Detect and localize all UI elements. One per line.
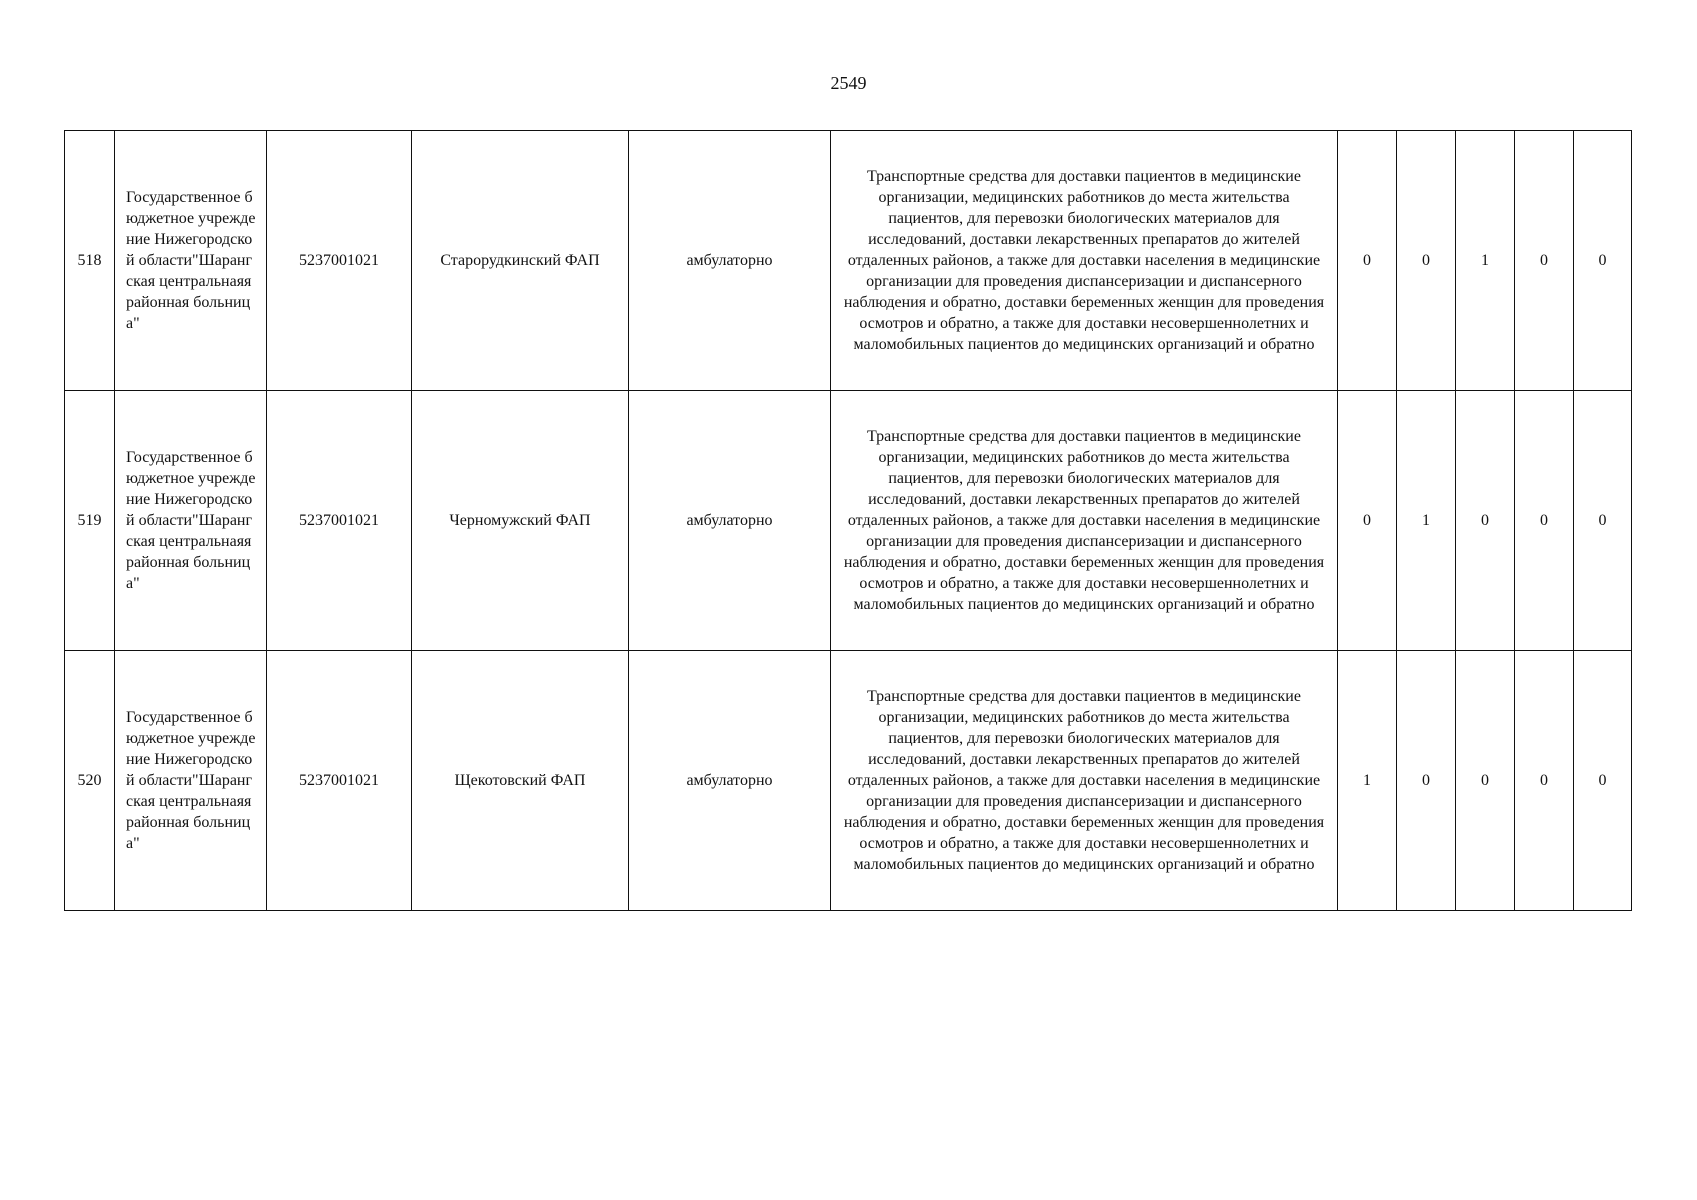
- table-row: [65, 651, 1632, 911]
- value-cell: 1: [1338, 651, 1397, 911]
- vehicle-description: Транспортные средства для доставки пациентов в медицинские организации, медицинских работников до места жительства пациентов, для перевозки биологических материалов для исследований, доставки лекарственных препаратов до жителей отдаленных районов, а также для доставки населения в медицинские организации для проведения диспансеризации и диспансерного наблюдения и обратно, доставки беременных женщин для проведения осмотров и обратно, а также для доставки несовершеннолетних и маломобильных пациентов до медицинских организаций и обратно: [831, 391, 1338, 651]
- unit-name: Черномужский ФАП: [412, 391, 629, 651]
- inn-code: 5237001021: [267, 391, 412, 651]
- value-cell: 0: [1574, 131, 1632, 391]
- table-row: [65, 131, 1632, 391]
- unit-name: Щекотовский ФАП: [412, 651, 629, 911]
- inn-code: 5237001021: [267, 651, 412, 911]
- row-number: 520: [65, 651, 115, 911]
- organization-name: Государственное бюджетное учреждение Нижегородской области"Шарангская центральнаяя районная больница": [115, 391, 267, 651]
- care-type: амбулаторно: [629, 131, 831, 391]
- unit-name: Старорудкинский ФАП: [412, 131, 629, 391]
- table-row: [65, 391, 1632, 651]
- value-cell: 0: [1456, 651, 1515, 911]
- value-cell: 0: [1515, 131, 1574, 391]
- value-cell: 0: [1338, 131, 1397, 391]
- value-cell: 1: [1456, 131, 1515, 391]
- organization-name: Государственное бюджетное учреждение Нижегородской области"Шарангская центральнаяя районная больница": [115, 131, 267, 391]
- row-number: 519: [65, 391, 115, 651]
- inn-code: 5237001021: [267, 131, 412, 391]
- care-type: амбулаторно: [629, 651, 831, 911]
- value-cell: 0: [1456, 391, 1515, 651]
- value-cell: 0: [1397, 651, 1456, 911]
- value-cell: 1: [1397, 391, 1456, 651]
- row-number: 518: [65, 131, 115, 391]
- organization-name: Государственное бюджетное учреждение Нижегородской области"Шарангская центральнаяя районная больница": [115, 651, 267, 911]
- value-cell: 0: [1515, 391, 1574, 651]
- document-table: [64, 130, 1632, 911]
- vehicle-description: Транспортные средства для доставки пациентов в медицинские организации, медицинских работников до места жительства пациентов, для перевозки биологических материалов для исследований, доставки лекарственных препаратов до жителей отдаленных районов, а также для доставки населения в медицинские организации для проведения диспансеризации и диспансерного наблюдения и обратно, доставки беременных женщин для проведения осмотров и обратно, а также для доставки несовершеннолетних и маломобильных пациентов до медицинских организаций и обратно: [831, 651, 1338, 911]
- value-cell: 0: [1574, 391, 1632, 651]
- vehicle-description: Транспортные средства для доставки пациентов в медицинские организации, медицинских работников до места жительства пациентов, для перевозки биологических материалов для исследований, доставки лекарственных препаратов до жителей отдаленных районов, а также для доставки населения в медицинские организации для проведения диспансеризации и диспансерного наблюдения и обратно, доставки беременных женщин для проведения осмотров и обратно, а также для доставки несовершеннолетних и маломобильных пациентов до медицинских организаций и обратно: [831, 131, 1338, 391]
- page-number: 2549: [830, 73, 867, 93]
- value-cell: 0: [1397, 131, 1456, 391]
- value-cell: 0: [1574, 651, 1632, 911]
- care-type: амбулаторно: [629, 391, 831, 651]
- value-cell: 0: [1515, 651, 1574, 911]
- value-cell: 0: [1338, 391, 1397, 651]
